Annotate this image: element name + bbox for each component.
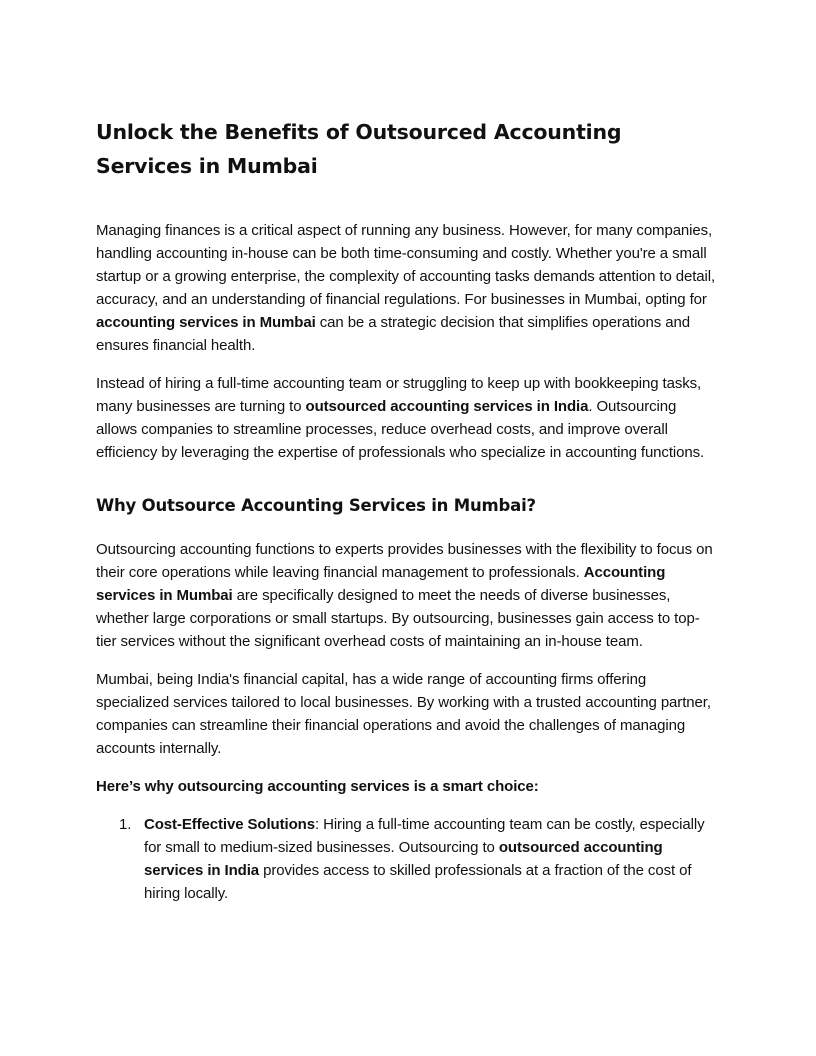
list-item-text-b: provides access to skilled professionals at a fraction of the cost of hiring locally. xyxy=(144,862,692,902)
intro-paragraph-2-text-b: . Outsourcing allows companies to streamline processes, reduce overhead costs, and improve overall efficiency by leveraging the expertise of professionals who specialize in accounting functions. xyxy=(96,398,705,461)
section-paragraph-1-text-a: Outsourcing accounting functions to experts provides businesses with the flexibility to focus on their core operations while leaving financial management to professionals. xyxy=(96,541,713,581)
intro-paragraph-1-text-a: Managing finances is a critical aspect of running any business. However, for many companies, handling accounting in-house can be both time-consuming and costly. Whether you're a small startup or a growing enterprise, the complexity of accounting tasks demands attention to detail, accuracy, and an understanding of financial regulations. For businesses in Mumbai, opting for xyxy=(96,222,716,308)
intro-paragraph-1-keyword: accounting services in Mumbai xyxy=(96,314,316,331)
benefits-list xyxy=(96,813,720,905)
document-title: Unlock the Benefits of Outsourced Accounting Services in Mumbai xyxy=(96,120,622,178)
list-item-title: Cost-Effective Solutions xyxy=(144,816,315,833)
list-item xyxy=(96,813,720,905)
section-paragraph-1-text-b: are specifically designed to meet the needs of diverse businesses, whether large corporations or small startups. By outsourcing, businesses gain access to top-tier services without the significant overhead costs of maintaining an in-house team. xyxy=(96,587,700,650)
list-item-number: 1. xyxy=(119,816,132,833)
intro-paragraph-1-text-b: can be a strategic decision that simplifies operations and ensures financial health. xyxy=(96,314,690,354)
intro-paragraph-2-text-a: Instead of hiring a full-time accounting team or struggling to keep up with bookkeeping tasks, many businesses are turning to xyxy=(96,375,702,415)
section-paragraph-1-keyword: Accounting services in Mumbai xyxy=(96,564,666,604)
intro-paragraph-1 xyxy=(96,219,720,357)
intro-paragraph-2 xyxy=(96,372,720,464)
section-heading: Why Outsource Accounting Services in Mumbai? xyxy=(96,496,536,515)
list-item-keyword: outsourced accounting services in India xyxy=(144,839,663,879)
list-lead: Here’s why outsourcing accounting services is a smart choice: xyxy=(96,778,539,795)
list-item-text-a: : Hiring a full-time accounting team can be costly, especially for small to medium-sized businesses. Outsourcing to xyxy=(144,816,705,856)
section-paragraph-1 xyxy=(96,538,720,653)
section-paragraph-2: Mumbai, being India's financial capital, has a wide range of accounting firms offering specialized services tailored to local businesses. By working with a trusted accounting partner, companies can streamline their financial operations and avoid the challenges of managing accounts internally. xyxy=(96,671,711,757)
intro-paragraph-2-keyword: outsourced accounting services in India xyxy=(305,398,589,415)
